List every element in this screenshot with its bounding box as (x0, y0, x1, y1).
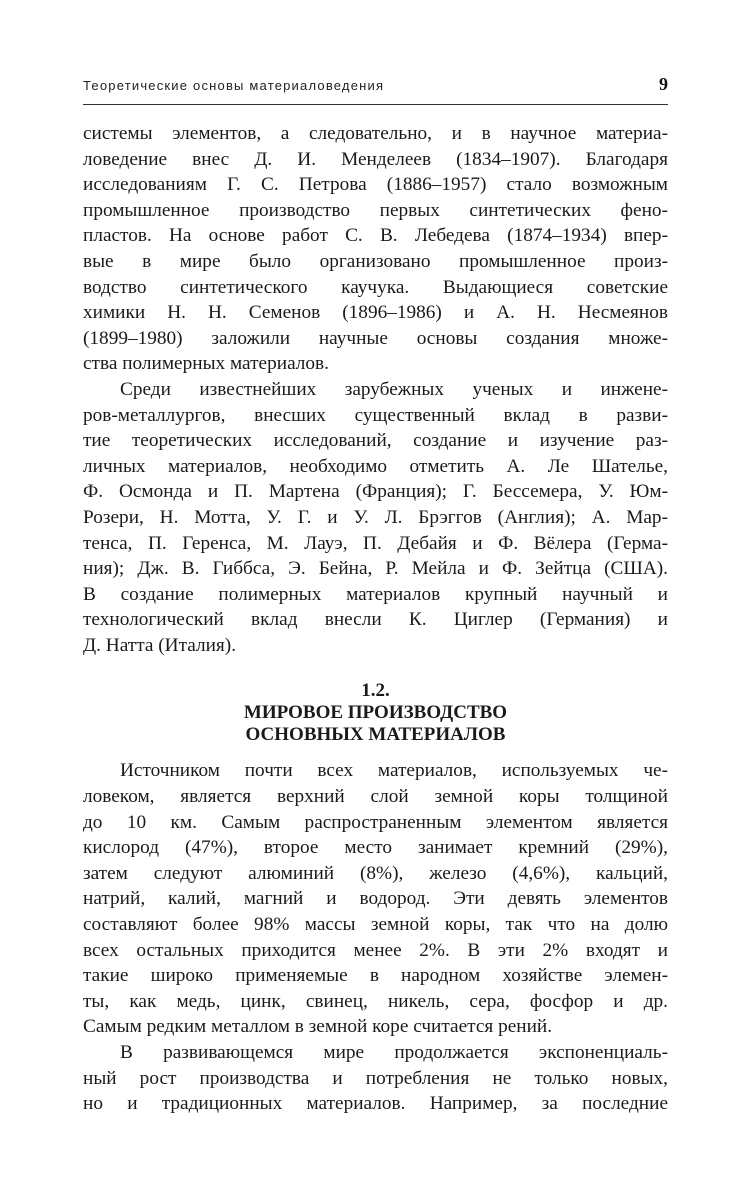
text-line: личных материалов, необходимо отметить А. Ле Шателье, (83, 455, 668, 477)
paragraph-world-production (83, 1040, 668, 1117)
text-line: Самым редким металлом в земной коре считается рений. (83, 1016, 553, 1038)
text-line: ты, как медь, цинк, свинец, никель, сера, фосфор и др. (83, 990, 668, 1012)
text-line: технологический вклад внесли К. Циглер (Германия) и (83, 609, 668, 631)
text-line: химики Н. Н. Семенов (1896–1986) и А. Н. Несмеянов (83, 302, 668, 324)
text-line: кислород (47%), второе место занимает кремний (29%), (83, 837, 668, 859)
text-line: Источником почти всех материалов, используемых че- (120, 760, 668, 782)
running-title: Теоретические основы материаловедения (83, 78, 385, 93)
text-line: тие теоретических исследований, создание и изучение раз- (83, 430, 668, 452)
section-title-line: МИРОВОЕ ПРОИЗВОДСТВО (243, 702, 508, 724)
text-line: (1899–1980) заложили научные основы создания множе- (83, 327, 668, 349)
text-line: ства полимерных материалов. (83, 353, 329, 375)
paragraph-mendeleev (83, 121, 668, 377)
text-line: ния); Дж. В. Гиббса, Э. Бейна, Р. Мейла и Ф. Зейтца (США). (83, 558, 668, 580)
text-line: ловедение внес Д. И. Менделеев (1834–1907). Благодаря (83, 148, 668, 170)
section-heading (83, 680, 668, 746)
text-line: системы элементов, а следовательно, и в научное материа- (83, 123, 668, 144)
text-line: тенса, П. Геренса, М. Лауэ, П. Дебайя и Ф. Вёлера (Герма- (83, 532, 668, 554)
page-number: 9 (659, 74, 668, 94)
header-rule (83, 104, 668, 105)
text-line: промышленное производство первых синтетических фено- (83, 199, 668, 221)
text-line: всех остальных приходится менее 2%. В эти 2% входят и (83, 939, 668, 961)
text-line: ловеком, является верхний слой земной коры толщиной (83, 786, 668, 808)
section-title-line: ОСНОВНЫХ МАТЕРИАЛОВ (245, 724, 506, 746)
text-line: натрий, калий, магний и водород. Эти девять элементов (83, 888, 668, 910)
text-line: Ф. Осмонда и П. Мартена (Франция); Г. Бессемера, У. Юм- (83, 481, 668, 503)
text-line: пластов. На основе работ С. В. Лебедева (1874–1934) впер- (83, 225, 668, 247)
text-line: до 10 км. Самым распространенным элементом является (83, 811, 668, 833)
text-line: такие широко применяемые в народном хозяйстве элемен- (83, 965, 668, 987)
text-line: Розери, Н. Мотта, У. Г. и У. Л. Брэггов (Англия); А. Мар- (83, 506, 668, 528)
text-line: Среди известнейших зарубежных ученых и инжене- (120, 378, 668, 400)
text-line: водство синтетического каучука. Выдающиеся советские (83, 276, 668, 298)
text-line: В развивающемся мире продолжается экспоненциаль- (120, 1042, 668, 1063)
text-line: Д. Натта (Италия). (83, 634, 237, 656)
paragraph-earth-crust (83, 758, 668, 1040)
running-header (83, 74, 668, 98)
page-body (83, 121, 668, 1117)
text-line: ный рост производства и потребления не только новых, (83, 1067, 668, 1089)
section-number: 1.2. (361, 680, 390, 702)
text-line: вые в мире было организовано промышленное произ- (83, 250, 668, 272)
paragraph-foreign-scientists (83, 377, 668, 659)
text-line: исследованиям Г. С. Петрова (1886–1957) стало возможным (83, 174, 668, 196)
text-line: В создание полимерных материалов крупный научный и (83, 583, 668, 605)
text-line: ров-металлургов, внесших существенный вклад в разви- (83, 404, 668, 426)
text-line: но и традиционных материалов. Например, за последние (83, 1093, 668, 1115)
text-line: составляют более 98% массы земной коры, так что на долю (83, 914, 668, 936)
text-line: затем следуют алюминий (8%), железо (4,6%), кальций, (83, 862, 668, 884)
